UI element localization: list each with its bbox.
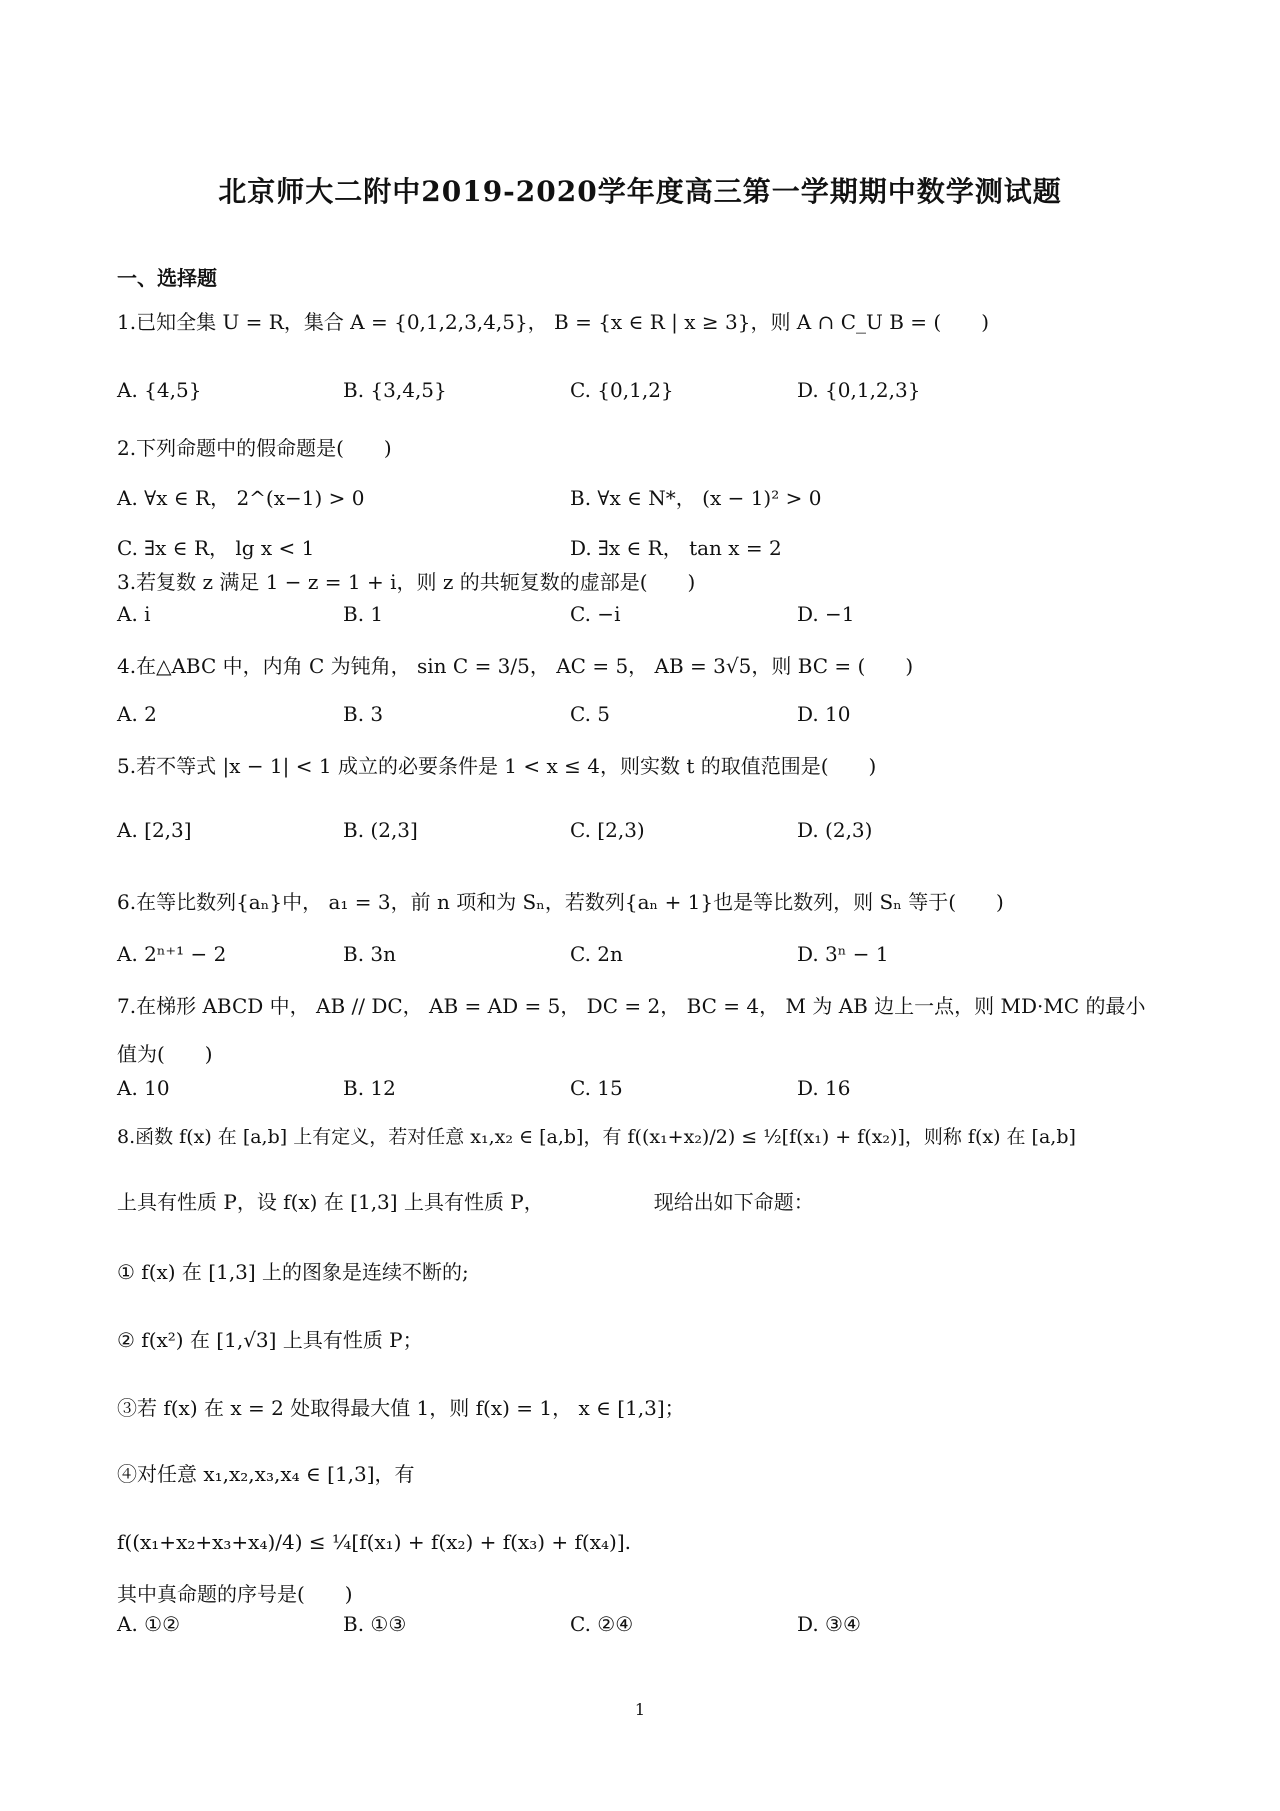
q4-option-b: B. 3 — [343, 702, 384, 726]
q8-option-d: D. ③④ — [797, 1612, 861, 1636]
q2-option-c: C. ∃x ∈ R， lg x < 1 — [117, 536, 315, 560]
page-number: 1 — [634, 1700, 646, 1719]
question-7-stem-cont: 值为( ) — [117, 1042, 213, 1066]
q2-option-a: A. ∀x ∈ R， 2^(x−1) > 0 — [117, 486, 365, 510]
q3-option-b: B. 1 — [343, 602, 384, 626]
q4-option-d: D. 10 — [797, 702, 851, 726]
q8-option-c: C. ②④ — [570, 1612, 634, 1636]
q2-option-b: B. ∀x ∈ N*， (x − 1)² > 0 — [570, 486, 822, 510]
q6-option-d: D. 3ⁿ − 1 — [797, 942, 889, 966]
page-title: 北京师大二附中2019-2020学年度高三第一学期期中数学测试题 — [218, 175, 1062, 208]
q7-option-c: C. 15 — [570, 1076, 623, 1100]
q4-option-c: C. 5 — [570, 702, 611, 726]
q8-statement-3: ③若 f(x) 在 x = 2 处取得最大值 1，则 f(x) = 1， x ∈ [1,3]； — [117, 1396, 685, 1420]
q8-statement-4-formula: f((x₁+x₂+x₃+x₄)/4) ≤ ¼[f(x₁) + f(x₂) + f(x₃) + f(x₄)]. — [117, 1530, 631, 1554]
question-8-stem-cont: 上具有性质 P，设 f(x) 在 [1,3] 上具有性质 P， 现给出如下命题： — [117, 1190, 814, 1214]
q5-option-a: A. [2,3] — [117, 818, 192, 842]
question-2-stem: 2.下列命题中的假命题是( ) — [117, 436, 392, 460]
question-6-stem: 6.在等比数列{aₙ}中， a₁ = 3，前 n 项和为 Sₙ，若数列{aₙ + 1}也是等比数列，则 Sₙ 等于( ) — [117, 890, 1004, 914]
q8-statement-4: ④对任意 x₁,x₂,x₃,x₄ ∈ [1,3]，有 — [117, 1462, 415, 1486]
q7-option-d: D. 16 — [797, 1076, 851, 1100]
q3-option-d: D. −1 — [797, 602, 855, 626]
question-5-stem: 5.若不等式 |x − 1| < 1 成立的必要条件是 1 < x ≤ 4，则实数 t 的取值范围是( ) — [117, 754, 877, 778]
q1-option-c: C. {0,1,2} — [570, 378, 674, 402]
question-1-stem: 1.已知全集 U = R，集合 A = {0,1,2,3,4,5}， B = {x ∈ R | x ≥ 3}，则 A ∩ C_U B = ( ) — [117, 310, 990, 334]
q1-option-b: B. {3,4,5} — [343, 378, 447, 402]
q1-option-a: A. {4,5} — [117, 378, 202, 402]
q1-option-d: D. {0,1,2,3} — [797, 378, 921, 402]
q5-option-b: B. (2,3] — [343, 818, 418, 842]
q7-option-a: A. 10 — [117, 1076, 170, 1100]
q6-option-b: B. 3n — [343, 942, 397, 966]
question-4-stem: 4.在△ABC 中，内角 C 为钝角， sin C = 3/5， AC = 5， AB = 3√5，则 BC = ( ) — [117, 654, 914, 678]
section-heading: 一、选择题 — [117, 266, 217, 290]
q6-option-c: C. 2n — [570, 942, 623, 966]
q8-option-b: B. ①③ — [343, 1612, 407, 1636]
q7-option-b: B. 12 — [343, 1076, 396, 1100]
q8-statement-2: ② f(x²) 在 [1,√3] 上具有性质 P； — [117, 1328, 423, 1352]
q8-prompt: 其中真命题的序号是( ) — [117, 1582, 353, 1606]
q3-option-c: C. −i — [570, 602, 621, 626]
q8-statement-1: ① f(x) 在 [1,3] 上的图象是连续不断的; — [117, 1260, 469, 1284]
q5-option-c: C. [2,3) — [570, 818, 645, 842]
question-8-stem: 8.函数 f(x) 在 [a,b] 上有定义，若对任意 x₁,x₂ ∈ [a,b]，有 f((x₁+x₂)/2) ≤ ½[f(x₁) + f(x₂)]，则称 f(x) 在 [a,b] — [117, 1126, 1076, 1148]
q2-option-d: D. ∃x ∈ R， tan x = 2 — [570, 536, 782, 560]
question-3-stem: 3.若复数 z 满足 1 − z = 1 + i，则 z 的共轭复数的虚部是( ) — [117, 570, 696, 594]
q6-option-a: A. 2ⁿ⁺¹ − 2 — [117, 942, 227, 966]
question-7-stem: 7.在梯形 ABCD 中， AB // DC， AB = AD = 5， DC = 2， BC = 4， M 为 AB 边上一点，则 MD·MC 的最小 — [117, 994, 1146, 1018]
q5-option-d: D. (2,3) — [797, 818, 873, 842]
q8-option-a: A. ①② — [117, 1612, 181, 1636]
q3-option-a: A. i — [117, 602, 151, 626]
q4-option-a: A. 2 — [117, 702, 157, 726]
